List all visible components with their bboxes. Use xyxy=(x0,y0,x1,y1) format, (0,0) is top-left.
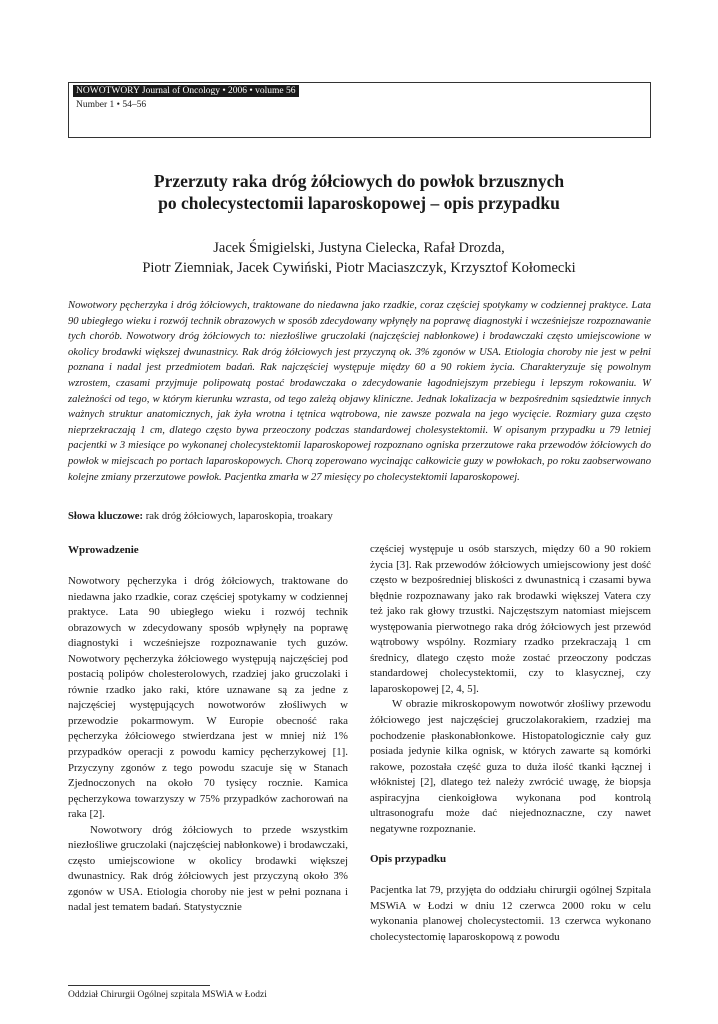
footnote-divider xyxy=(68,985,210,986)
intro-paragraph-1: Nowotwory pęcherzyka i dróg żółciowych, traktowane do niedawna jako rzadkie, coraz częściej spotykamy w codziennej praktyce. Lata 90 ubiegłego wieku i rozwój technik obrazowych w zdecydowany sposób wpłynęły na poprawę diagnostyki i wcześniejsze rozpoznawanie tych guzów. Nowotwory pęcherzyka żółciowego występują najczęściej pod postacią polipów cholesterolowych, rzadziej jako gruczolaki i równie rzadko jako raki, które uznawane są za jedne z najczęściej występujących nowotworów złośliwych w przewodzie pokarmowym. W Europie obecność raka pęcherzyka żółciowego stwierdzana jest w mniej niż 1% przypadków operacji z powodu kamicy pęcherzykowej [1]. Przyczyny zgonów z tego powodu szacuje się w Stanach Zjednoczonych na około 70 tysięcy rocznie. Kamica pęcherzykowa towarzyszy w 75% przypadków zachorowań na raka [2]. xyxy=(68,575,348,821)
journal-name: NOWOTWORY Journal of Oncology • 2006 • volume 56 xyxy=(73,85,299,97)
journal-header-box xyxy=(68,82,651,138)
abstract: Nowotwory pęcherzyka i dróg żółciowych, traktowane do niedawna jako rzadkie, coraz częściej spotykamy w codziennej praktyce. Lata 90 ubiegłego wieku i rozwój technik obrazowych w sposób zdecydowany wpłynęły na poprawę diagnostyki i wcześniejsze rozpoznawanie tych chorób. Nowotwory dróg żółciowych to: niezłośliwe gruczolaki (najczęściej nabłonkowe) i brodawczaki często umiejscowione w okolicy brodawki większej dwunastnicy. Rak dróg żółciowych jest przyczyną ok. 3% zgonów w USA. Etiologia choroby nie jest w pełni poznana i nadal jest przedmiotem badań. Rak najczęściej występuje między 60 a 90 rokiem życia. Charakteryzuje się powolnym wzrostem, czasami przyjmuje polipowatą postać brodawczaka o zdecydowanie łagodniejszym przebiegu i lepszym rokowaniu. W zależności od tego, w którym kierunku wzrasta, od tego zależą objawy kliniczne. Jednak lokalizacja w bezpośrednim sąsiedztwie innych ważnych struktur anatomicznych, jak żyła wrotna i tętnica wątrobowa, nie zawsze pozwala na jego wycięcie. Rozmiary guza często nieprzekraczają 1 cm, dlatego często bywa przeoczony podczas standardowej cholesystektomii. W opisanym przypadku u 79 letniej pacjentki w 3 miesiące po wykonanej cholecystektomii laparoskopowej rozpoznano ogniska przerzutowe raka przewodów żółciowych do powłok w miejscach po portach laparoskopowych. Chorą zoperowano wycinając całkowicie guzy w powłokach, po roku zaobserwowano kolejne zmiany przerzutowe powłok. Pacjentka zmarła w 27 miesięcy po cholecystektomii laparoskopowej. xyxy=(68,300,651,483)
right-column xyxy=(370,542,651,946)
title-line-1: Przerzuty raka dróg żółciowych do powłok brzusznych xyxy=(153,171,565,191)
left-column xyxy=(68,542,348,916)
authors xyxy=(60,238,658,278)
article-title xyxy=(60,170,658,214)
right-paragraph-1: częściej występuje u osób starszych, między 60 a 90 rokiem życia [3]. Rak przewodów żółciowych umiejscowiony jest dość często w bezpośredniej bliskości z dwunastnicą i czasami bywa błędnie rozpoznawany jako rak brodawki większej Vatera czy też jako rak głowy trzustki. Najczęstszym natomiast miejscem występowania pierwotnego raka dróg żółciowych jest przewód wątrobowy wspólny. Rozmiary rzadko przekraczają 1 cm średnicy, dlatego często może zostać przeoczony podczas standardowej cholecystektomii, czy to klasycznej, czy laparoskopowej [2, 4, 5]. xyxy=(370,543,651,695)
intro-paragraph-2: Nowotwory dróg żółciowych to przede wszystkim niezłośliwe gruczolaki (najczęściej nabłonkowe) i brodawczaki, często umiejscowione w okolicy brodawki większej dwunastnicy. Rak dróg żółciowych jest przyczyną około 3% zgonów w USA. Etiologia choroby nie jest w pełni poznana i nadal jest tematem badań. Statystycznie xyxy=(68,823,348,914)
keywords xyxy=(68,509,651,524)
right-paragraph-2: W obrazie mikroskopowym nowotwór złośliwy przewodu żółciowego jest najczęściej gruczolakorakiem, rzadziej ma pochodzenie płaskonabłonkowe. Histopatologicznie cały guz posiada jedynie kilka ognisk, w których zawarte są komórki rakowe, pozostała część guza to duża ilość tkanki łącznej i włóknistej [2], dlatego też należy zwrócić uwagę, że biopsja aspiracyjna cienkoigłowa wykonana pod kontrolą ultrasonografu może dać niejednoznaczne, czy nawet negatywne rozpoznanie. xyxy=(370,698,651,835)
footnote-affiliation: Oddział Chirurgii Ogólnej szpitala MSWiA w Łodzi xyxy=(68,990,267,1000)
authors-line-1: Jacek Śmigielski, Justyna Cielecka, Rafał Drozda, xyxy=(213,240,505,256)
keywords-list: rak dróg żółciowych, laparoskopia, troakary xyxy=(143,511,333,522)
intro-heading: Wprowadzenie xyxy=(68,544,139,556)
title-line-2: po cholecystectomii laparoskopowej – opis przypadku xyxy=(158,193,560,213)
keywords-label: Słowa kluczowe: xyxy=(68,511,144,522)
case-heading: Opis przypadku xyxy=(370,853,447,866)
authors-line-2: Piotr Ziemniak, Jacek Cywiński, Piotr Maciaszczyk, Krzysztof Kołomecki xyxy=(142,260,576,276)
case-paragraph-1: Pacjentka lat 79, przyjęta do oddziału chirurgii ogólnej Szpitala MSWiA w Łodzi w dniu 12 czerwca 2000 roku w celu wykonania planowej cholecystectomii. 13 czerwca wykonano cholecystectomię laparoskopową z powodu xyxy=(370,884,651,944)
issue-number: Number 1 • 54–56 xyxy=(76,100,147,110)
